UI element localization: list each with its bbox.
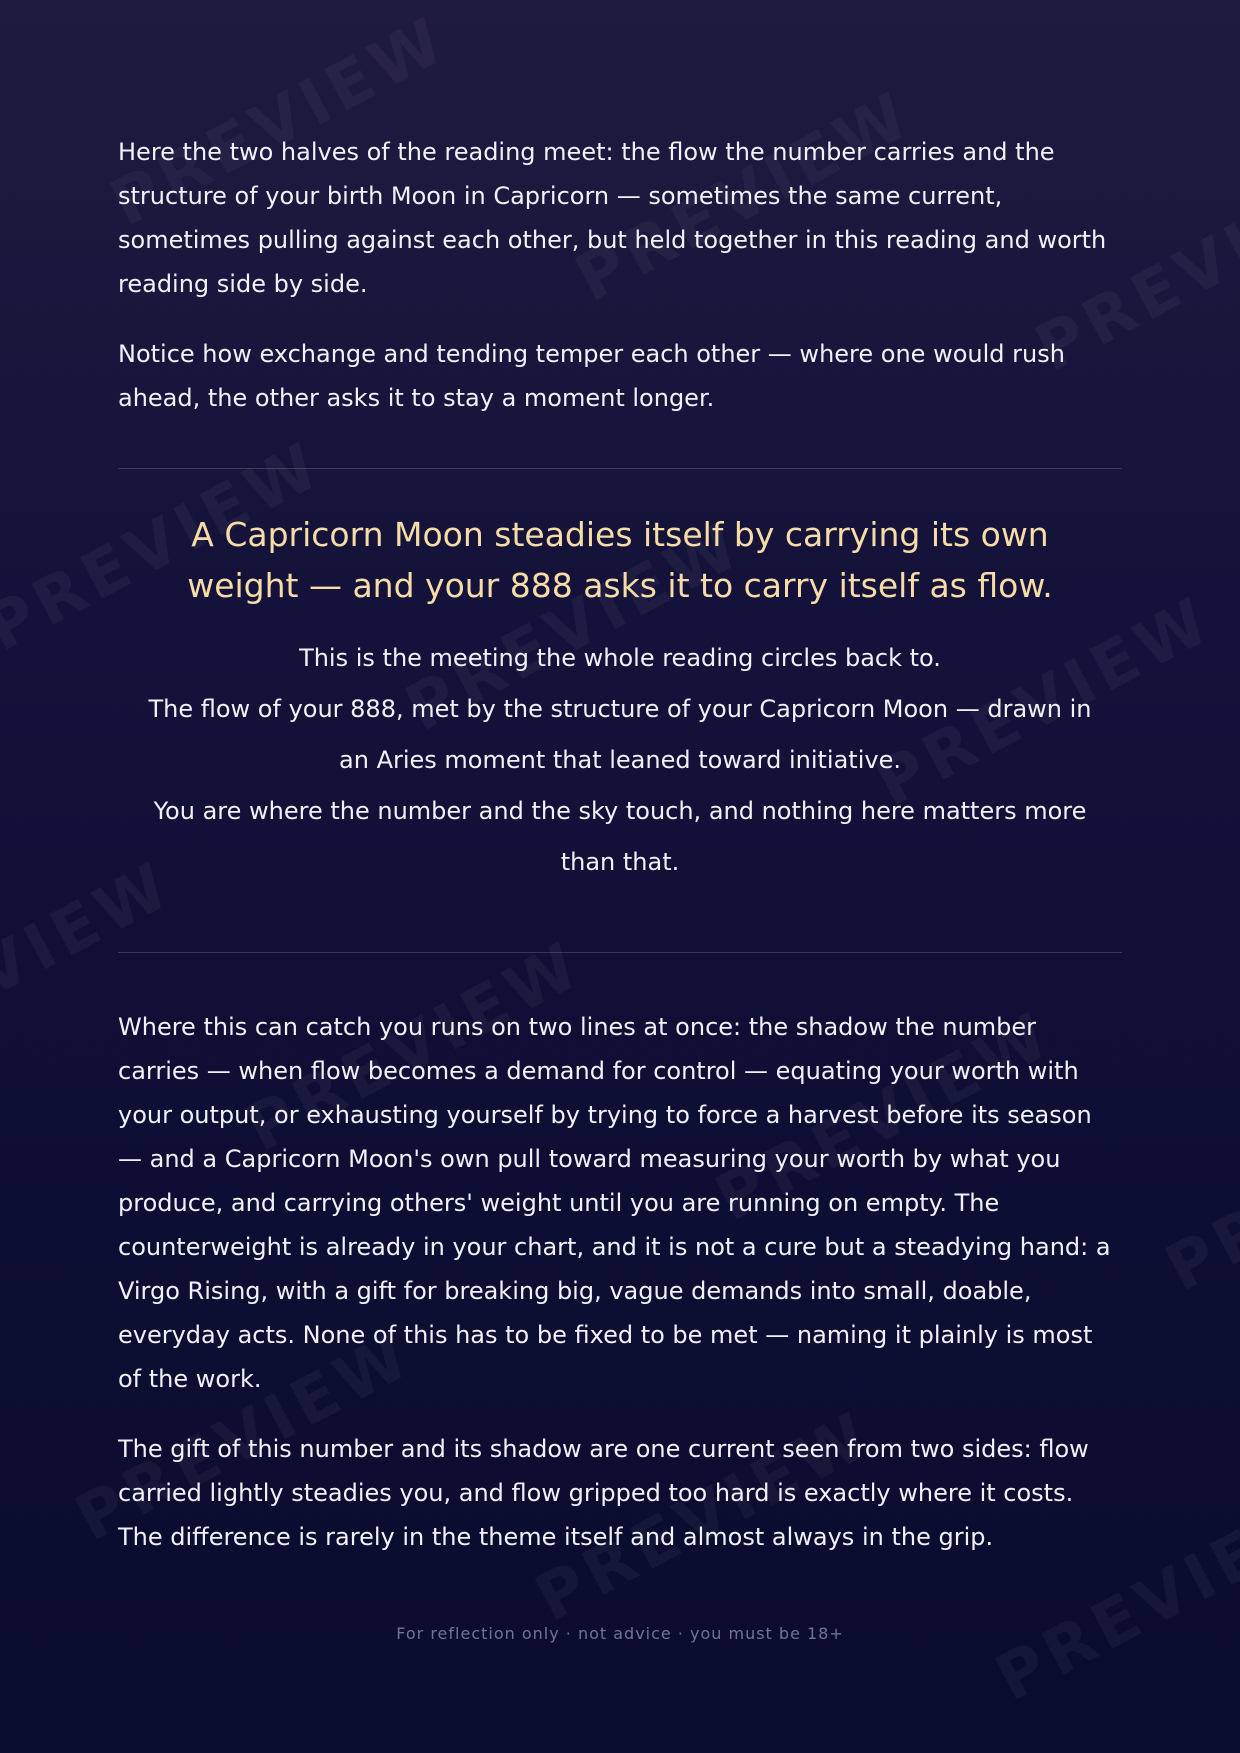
quote-line: The flow of your 888, met by the structure of your Capricorn Moon — drawn in an Aries moment that leaned toward initiative. (148, 695, 1092, 774)
quote-section (118, 469, 1122, 888)
intro-paragraph: Notice how exchange and tending temper each other — where one would rush ahead, the other asks it to stay a moment longer. (118, 340, 1065, 412)
quote-line: You are where the number and the sky touch, and nothing here matters more than that. (153, 797, 1087, 876)
quote-lines (138, 633, 1102, 888)
shadow-paragraph: Where this can catch you runs on two lines at once: the shadow the number carries — when flow becomes a demand for control — equating your worth with your output, or exhausting yourself by trying to force a harvest before its season — and a Capricorn Moon's own pull toward measuring your worth by what you produce, and carrying others' weight until you are running on empty. The counterweight is already in your chart, and it is not a cure but a steadying hand: a Virgo Rising, with a gift for breaking big, vague demands into small, doable, everyday acts. None of this has to be fixed to be met — naming it plainly is most of the work. (118, 1013, 1111, 1393)
quote-line: This is the meeting the whole reading circles back to. (299, 644, 941, 672)
section-divider (118, 952, 1122, 953)
shadow-section (118, 1005, 1122, 1559)
pull-quote: A Capricorn Moon steadies itself by carrying its own weight — and your 888 asks it to carry itself as flow. (187, 515, 1053, 605)
footer-disclaimer: For reflection only · not advice · you must be 18+ (396, 1624, 844, 1643)
intro-paragraph: Here the two halves of the reading meet: the flow the number carries and the structure of your birth Moon in Capricorn — sometimes the same current, sometimes pulling against each other, but held together in this reading and worth reading side by side. (118, 138, 1107, 298)
shadow-paragraph: The gift of this number and its shadow are one current seen from two sides: flow carried lightly steadies you, and flow gripped too hard is exactly where it costs. The difference is rarely in the theme itself and almost always in the grip. (118, 1435, 1089, 1551)
intro-section (118, 0, 1122, 420)
